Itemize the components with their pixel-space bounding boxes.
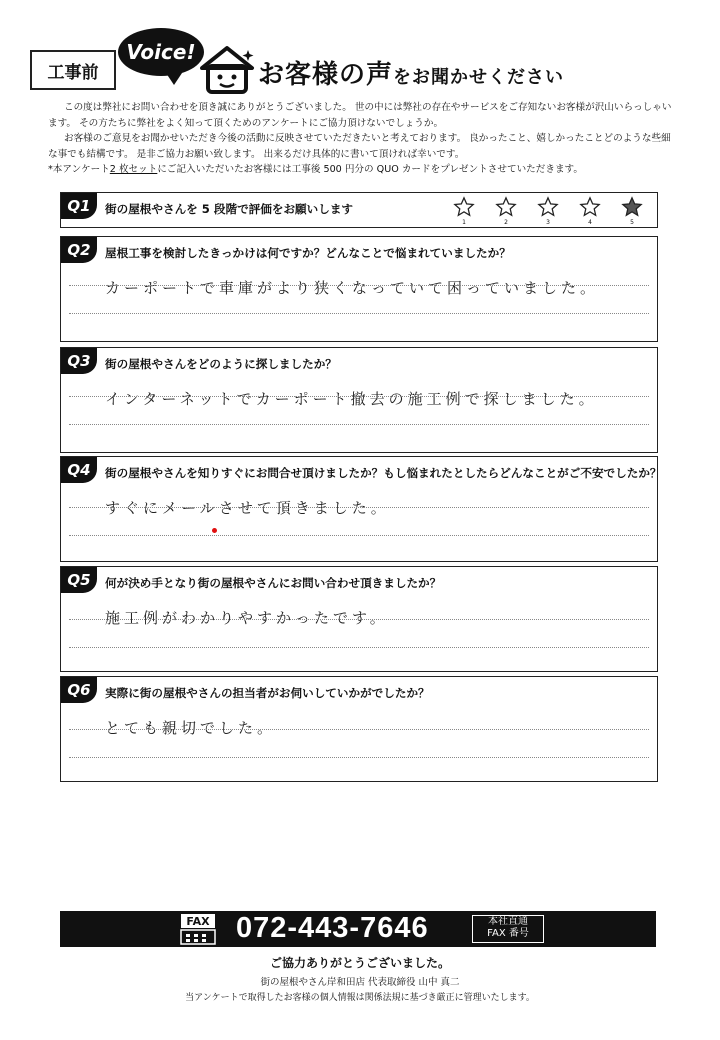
voice-badge: Voice!: [118, 28, 204, 76]
star-number: 3: [546, 219, 550, 226]
handwritten-answer: カーポートで車庫がより狭くなっていて困っていました。: [105, 279, 600, 297]
star-icon[interactable]: [537, 196, 559, 224]
handwritten-answer: すぐにメールさせて頂きました。: [105, 499, 390, 517]
dotted-line: [69, 396, 649, 397]
fax-label-line-1: 本社直通: [488, 916, 528, 927]
dotted-line: [69, 313, 649, 314]
star-number: 2: [504, 219, 508, 226]
title-part-4: をお聞かせください: [393, 67, 565, 88]
fax-label: [472, 915, 544, 943]
thanks-message: ご協力ありがとうございました。: [269, 956, 450, 970]
fax-label-line-2: FAX 番号: [487, 928, 529, 939]
question-number: Q4: [61, 457, 97, 483]
intro-paragraph-1: この度は弊社にお問い合わせを頂き誠にありがとうございました。 世の中には弊社の存在やサービスをご存知ないお客様が沢山いらっしゃいます。 その方たちに弊社をよく知って頂くためのアンケートにご協力頂けないでしょうか。: [48, 102, 672, 129]
red-mark: [212, 528, 217, 533]
question-box-q3: [60, 347, 658, 453]
question-number: Q5: [61, 567, 97, 593]
stage-tag: 工事前: [30, 50, 116, 90]
dotted-line: [69, 757, 649, 758]
star-icon-selected[interactable]: [621, 196, 643, 224]
question-number: Q1: [61, 193, 97, 219]
fax-bar: [60, 911, 656, 947]
star-icon[interactable]: [453, 196, 475, 224]
fax-number[interactable]: 072-443-7646: [236, 912, 429, 944]
page-title: [258, 54, 564, 91]
notice-part-c: にご記入いただいたお客様には工事後 500 円分の QUO カードをプレゼントさせていただきます。: [157, 164, 583, 175]
dotted-line: [69, 729, 649, 730]
question-box-q1: [60, 192, 658, 228]
intro-paragraph-2: お客様のご意見をお聞かせいただき今後の活動に反映させていただきたいと考えております。 良かったこと、嬉しかったことどのような些細な事でも結構です。 是非ご協力お願い致します。 出来るだけ具体的に書いて頂ければ幸いです。: [48, 133, 671, 160]
question-text: 何が決め手となり街の屋根やさんにお問い合わせ頂きましたか？: [105, 576, 442, 590]
question-text: 街の屋根やさんを知りすぐにお問合せ頂けましたか？もし悩まれたとしたらどんなことがご不安でしたか？: [105, 466, 662, 480]
question-box-q5: [60, 566, 658, 672]
fax-icon: [180, 913, 216, 945]
title-part-3: 声: [366, 60, 394, 90]
quo-notice: [48, 162, 678, 178]
handwritten-answer: とても親切でした。: [105, 719, 277, 737]
star-rating[interactable]: [453, 196, 643, 224]
title-part-1: お客様: [258, 60, 340, 90]
dotted-line: [69, 535, 649, 536]
intro-text: [48, 100, 678, 178]
star-number: 5: [630, 219, 634, 226]
question-number: Q6: [61, 677, 97, 703]
star-icon[interactable]: [495, 196, 517, 224]
question-text: 街の屋根やさんをどのように探しましたか？: [105, 357, 337, 371]
fax-icon-label: FAX: [186, 915, 210, 928]
dotted-line: [69, 424, 649, 425]
question-text: 屋根工事を検討したきっかけは何ですか？どんなことで悩まれていましたか？: [105, 246, 511, 260]
star-number: 1: [462, 219, 466, 226]
question-text: 街の屋根やさんを 5 段階で評価をお願いします: [105, 202, 354, 216]
house-icon: [198, 44, 256, 94]
question-box-q2: [60, 236, 658, 342]
title-part-2: の: [339, 60, 367, 90]
dotted-line: [69, 507, 649, 508]
handwritten-answer: インターネットでカーポート撤去の施工例で探しました。: [105, 390, 598, 408]
question-text: 実際に街の屋根やさんの担当者がお伺いしていかがでしたか？: [105, 686, 430, 700]
dotted-line: [69, 647, 649, 648]
question-number: Q3: [61, 348, 97, 374]
question-box-q4: [60, 456, 662, 562]
notice-part-a: *本アンケート: [48, 164, 110, 175]
star-number: 4: [588, 219, 592, 226]
dotted-line: [69, 285, 649, 286]
handwritten-answer: 施工例がわかりやすかったです。: [105, 609, 389, 627]
question-box-q6: [60, 676, 658, 782]
question-number: Q2: [61, 237, 97, 263]
privacy-notice: 当アンケートで取得したお客様の個人情報は関係法規に基づき厳正に管理いたします。: [185, 993, 535, 1003]
star-icon[interactable]: [579, 196, 601, 224]
company-name: 街の屋根やさん岸和田店 代表取締役 山中 真二: [260, 977, 460, 988]
notice-part-b: 2 枚セット: [109, 164, 158, 175]
dotted-line: [69, 619, 649, 620]
